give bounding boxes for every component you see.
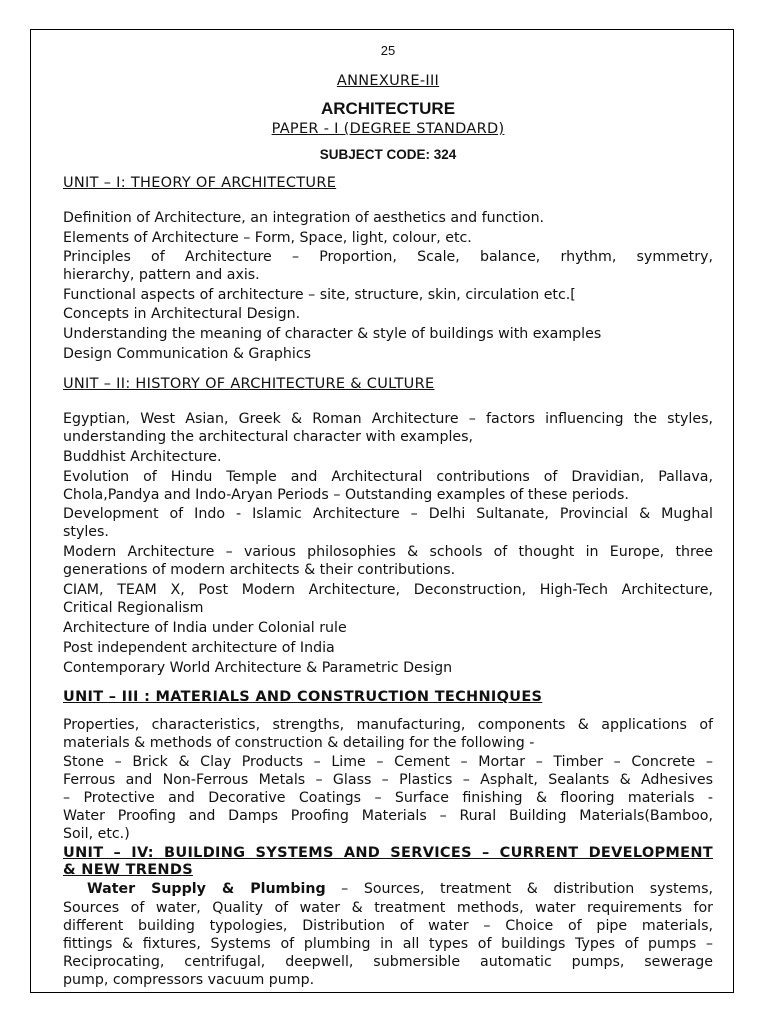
unit2-line: styles. (63, 524, 109, 540)
unit3-line: Ferrous and Non-Ferrous Metals – Glass – Plastics – Asphalt, Sealants & Adhesives (63, 772, 713, 788)
unit2-line: Chola,Pandya and Indo-Aryan Periods – Outstanding examples of these periods. (63, 487, 629, 503)
unit2-line: Development of Indo - Islamic Architecture – Delhi Sultanate, Provincial & Mughal (63, 506, 713, 522)
unit1-line: Understanding the meaning of character & style of buildings with examples (63, 326, 602, 342)
unit2-line: Buddhist Architecture. (63, 449, 222, 465)
paper-label: PAPER - I (DEGREE STANDARD) (271, 121, 505, 137)
unit2-line: Architecture of India under Colonial rule (63, 620, 347, 636)
unit4-heading-line1: UNIT – IV: BUILDING SYSTEMS AND SERVICES – CURRENT DEVELOPMENT (63, 845, 713, 861)
unit1-line: Design Communication & Graphics (63, 346, 312, 362)
unit3-line: Water Proofing and Damps Proofing Materials – Rural Building Materials(Bamboo, (63, 808, 713, 824)
unit4-line: fittings & fixtures, Systems of plumbing in all types of buildings Types of pumps – (63, 936, 713, 952)
unit4-lead-rest: – Sources, treatment & distribution systems, (325, 881, 713, 897)
unit2-line: generations of modern architects & their contributions. (63, 562, 456, 578)
unit2-line: Egyptian, West Asian, Greek & Roman Architecture – factors influencing the styles, (63, 411, 713, 427)
unit2-line: Modern Architecture – various philosophies & schools of thought in Europe, three (63, 544, 713, 560)
unit4-line: pump, compressors vacuum pump. (63, 972, 315, 988)
subject-code: SUBJECT CODE: 324 (319, 147, 457, 162)
unit4-line: Reciprocating, centrifugal, deepwell, submersible automatic pumps, sewerage (63, 954, 713, 970)
unit1-line: Functional aspects of architecture – site, structure, skin, circulation etc.[ (63, 287, 576, 303)
unit4-lead-term: Water Supply & Plumbing (87, 881, 326, 897)
unit2-line: Evolution of Hindu Temple and Architectural contributions of Dravidian, Pallava, (63, 469, 713, 485)
unit3-line: materials & methods of construction & detailing for the following - (63, 735, 535, 751)
unit2-line: CIAM, TEAM X, Post Modern Architecture, Deconstruction, High-Tech Architecture, (63, 582, 713, 598)
unit3-line: Properties, characteristics, strengths, manufacturing, components & applications of (63, 717, 713, 733)
unit1-heading: UNIT – I: THEORY OF ARCHITECTURE (63, 175, 337, 191)
page-number: 25 (380, 43, 396, 58)
unit2-line: Contemporary World Architecture & Parametric Design (63, 660, 453, 676)
unit1-line: Principles of Architecture – Proportion, Scale, balance, rhythm, symmetry, (63, 249, 713, 265)
unit4-line: different building typologies, Distribution of water – Choice of pipe materials, (63, 918, 713, 934)
unit4-lead-line (63, 880, 713, 898)
unit3-heading: UNIT – III : MATERIALS AND CONSTRUCTION TECHNIQUES (63, 689, 543, 705)
unit2-line: Critical Regionalism (63, 600, 204, 616)
unit3-line: Stone – Brick & Clay Products – Lime – Cement – Mortar – Timber – Concrete – (63, 754, 713, 770)
unit1-line: hierarchy, pattern and axis. (63, 267, 260, 283)
unit3-line: Soil, etc.) (63, 826, 130, 842)
annexure-label: ANNEXURE-III (336, 73, 440, 89)
document-title: ARCHITECTURE (320, 99, 456, 118)
unit2-line: understanding the architectural character with examples, (63, 429, 474, 445)
unit1-line: Elements of Architecture – Form, Space, light, colour, etc. (63, 230, 472, 246)
unit1-line: Concepts in Architectural Design. (63, 306, 301, 322)
unit2-heading: UNIT – II: HISTORY OF ARCHITECTURE & CULTURE (63, 376, 435, 392)
unit4-heading-line2: & NEW TRENDS (63, 862, 193, 878)
unit3-line: – Protective and Decorative Coatings – Surface finishing & flooring materials - (63, 790, 713, 806)
unit1-line: Definition of Architecture, an integration of aesthetics and function. (63, 210, 545, 226)
unit4-line: Sources of water, Quality of water & treatment methods, water requirements for (63, 900, 713, 916)
unit2-line: Post independent architecture of India (63, 640, 335, 656)
